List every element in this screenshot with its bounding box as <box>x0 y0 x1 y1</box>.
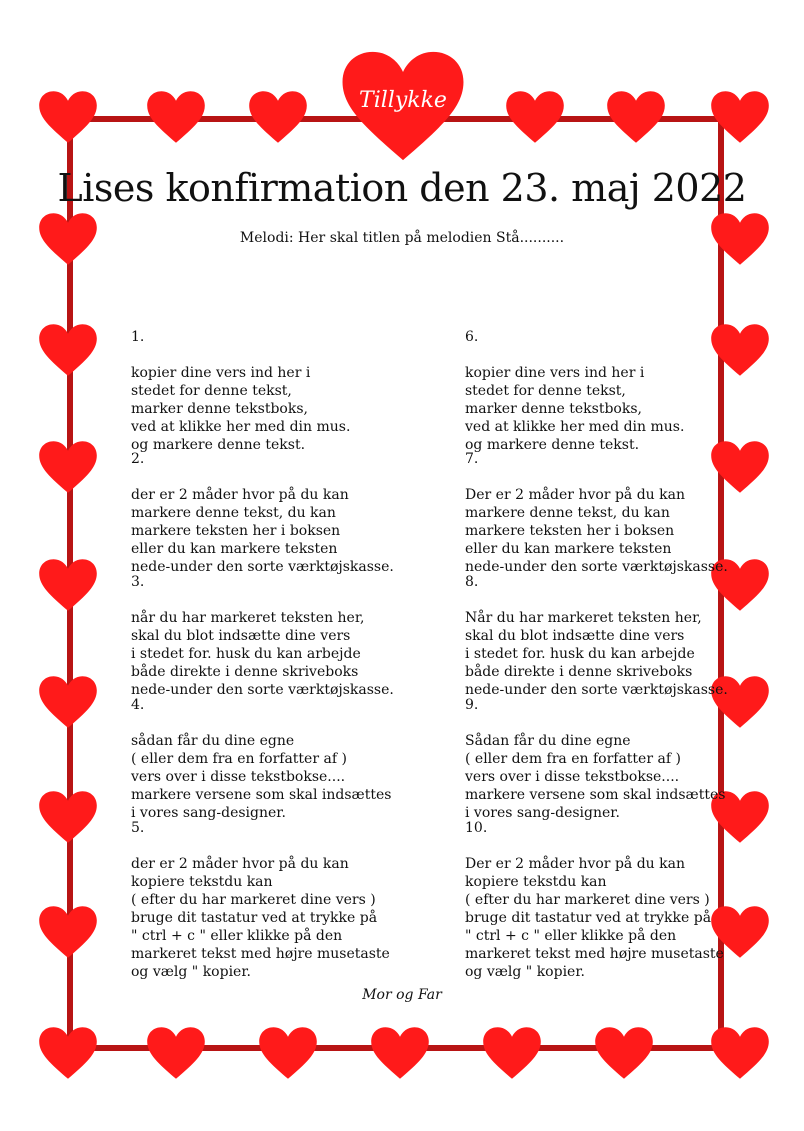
heart-icon <box>606 90 666 144</box>
melody-line: Melodi: Her skal titlen på melodien Stå.......... <box>239 230 565 246</box>
verse-text: Når du har markeret teksten her, skal du blot indsætte dine vers i stedet for. husk du kan arbejde både direkte i denne skriveboks nede-under den sorte værktøjskasse. <box>465 610 728 698</box>
verse-text: der er 2 måder hvor på du kan kopiere tekstdu kan ( efter du har markeret dine vers ) bruge dit tastatur ved at trykke på " ctrl + c " eller klikke på den markeret tekst med højre musetaste og vælg " kopier. <box>131 856 390 980</box>
heart-icon <box>38 558 98 612</box>
heart-icon <box>146 1026 206 1080</box>
heart-icon <box>710 1026 770 1080</box>
verse-number: 5. <box>131 820 145 836</box>
verse-number: 2. <box>131 451 145 467</box>
heart-icon <box>38 323 98 377</box>
verse-number: 7. <box>465 451 479 467</box>
heart-icon <box>710 90 770 144</box>
heart-icon <box>38 440 98 494</box>
heart-icon <box>38 905 98 959</box>
verse-text: Der er 2 måder hvor på du kan markere denne tekst, du kan markere teksten her i boksen eller du kan markere teksten nede-under den sorte værktøjskasse. <box>465 487 728 575</box>
verse-text: kopier dine vers ind her i stedet for denne tekst, marker denne tekstboks, ved at klikke her med din mus. og markere denne tekst. <box>131 365 351 453</box>
heart-icon <box>370 1026 430 1080</box>
verse-number: 8. <box>465 574 479 590</box>
verse-text: sådan får du dine egne ( eller dem fra en forfatter af ) vers over i disse tekstbokse.... markere versene som skal indsættes i vores sang-designer. <box>131 733 392 821</box>
heart-icon <box>38 1026 98 1080</box>
verse-block[interactable] <box>131 801 411 999</box>
verse-text: når du har markeret teksten her, skal du blot indsætte dine vers i stedet for. husk du kan arbejde både direkte i denne skriveboks nede-under den sorte værktøjskasse. <box>131 610 394 698</box>
heart-icon <box>594 1026 654 1080</box>
verse-text: kopier dine vers ind her i stedet for denne tekst, marker denne tekstboks, ved at klikke her med din mus. og markere denne tekst. <box>465 365 685 453</box>
heart-icon <box>248 90 308 144</box>
verse-block[interactable] <box>465 801 745 999</box>
heart-icon <box>482 1026 542 1080</box>
verse-text: der er 2 måder hvor på du kan markere denne tekst, du kan markere teksten her i boksen eller du kan markere teksten nede-under den sorte værktøjskasse. <box>131 487 394 575</box>
verse-text: Der er 2 måder hvor på du kan kopiere tekstdu kan ( efter du har markeret dine vers ) bruge dit tastatur ved at trykke på " ctrl + c " eller klikke på den markeret tekst med højre musetaste og vælg " kopier. <box>465 856 724 980</box>
heart-icon <box>505 90 565 144</box>
verse-number: 9. <box>465 697 479 713</box>
verse-number: 1. <box>131 329 145 345</box>
badge-label: Tillykke <box>359 88 447 113</box>
heart-icon <box>38 675 98 729</box>
verse-number: 3. <box>131 574 145 590</box>
verse-number: 6. <box>465 329 479 345</box>
verse-text: Sådan får du dine egne ( eller dem fra en forfatter af ) vers over i disse tekstbokse.... markere versene som skal indsættes i vores sang-designer. <box>465 733 726 821</box>
verse-number: 10. <box>465 820 488 836</box>
heart-icon <box>258 1026 318 1080</box>
verse-number: 4. <box>131 697 145 713</box>
heart-icon <box>38 790 98 844</box>
heart-badge <box>340 44 466 168</box>
heart-icon <box>38 90 98 144</box>
page-title: Lises konfirmation den 23. maj 2022 <box>57 166 747 210</box>
heart-icon <box>146 90 206 144</box>
signature: Mor og Far <box>362 987 442 1003</box>
